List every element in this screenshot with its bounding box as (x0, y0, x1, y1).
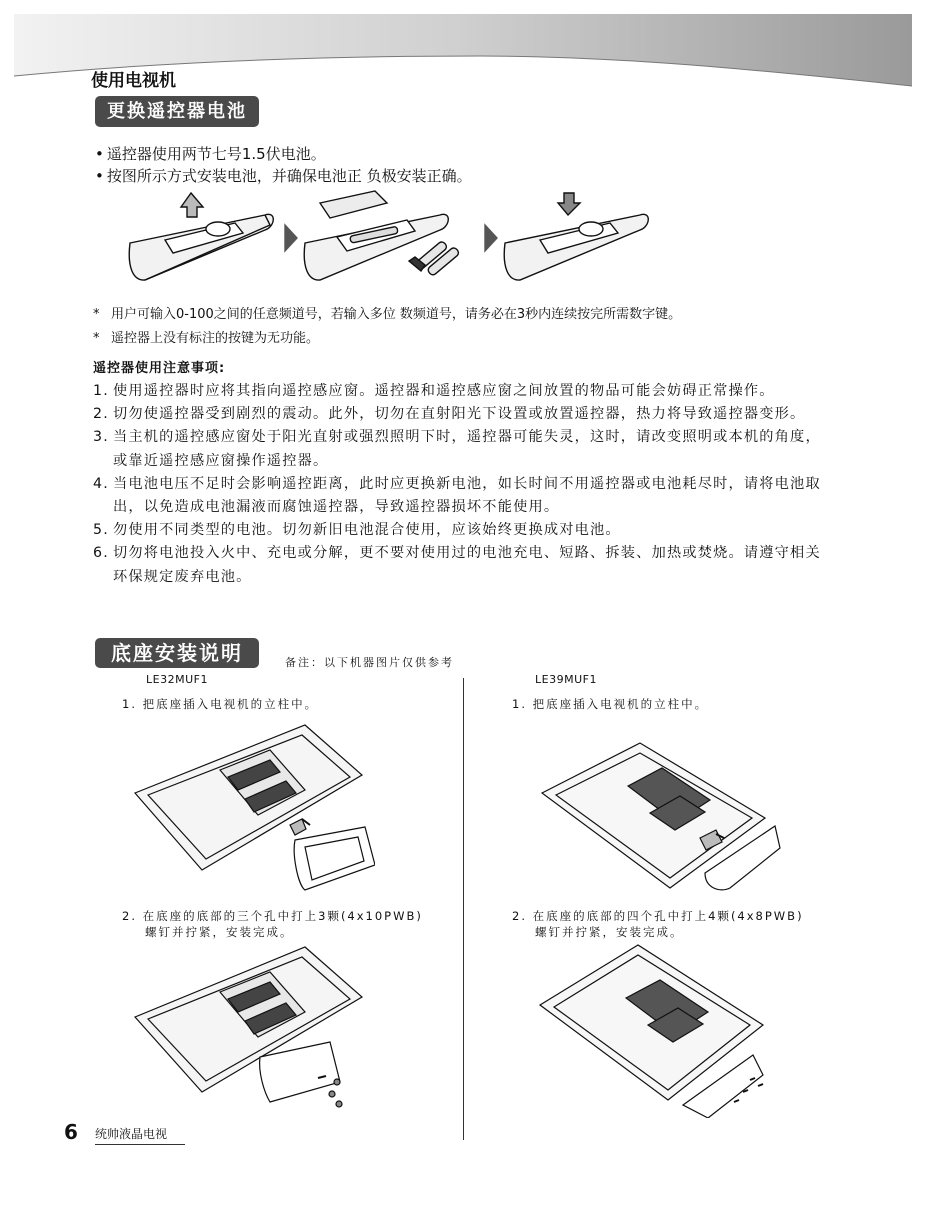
note-unlabeled-keys: * 遥控器上没有标注的按键为无功能。 (93, 331, 320, 346)
list-item: 3. 当主机的遥控感应窗处于阳光直射或强烈照明下时，遥控器可能失灵，这时，请改变照明或本机的角度，或靠近遥控感应窗操作遥控器。 (93, 429, 821, 469)
list-item: 4. 当电池电压不足时会影响遥控距离，此时应更换新电池，如长时间不用遥控器或电池耗尽时，请将电池取出，以免造成电池漏液而腐蚀遥控器，导致遥控器损坏不能使用。 (93, 475, 821, 516)
model-right: LE39MUF1 (535, 673, 597, 686)
page-title: 使用电视机 (91, 71, 176, 91)
model-left: LE32MUF1 (146, 673, 208, 686)
column-divider (463, 678, 464, 1140)
step2-right-line1: 2. 在底座的底部的四个孔中打上4颗(4x8PWB) (512, 909, 804, 923)
tv-base-step1-right-illustration (540, 738, 785, 903)
note-channel-input: * 用户可输入0-100之间的任意频道号，若输入多位 数频道号，请务必在3秒内连续按完所需数字键。 (93, 307, 682, 322)
page-number: 6 (64, 1120, 78, 1144)
bullet-battery-install: • 按图所示方式安装电池，并确保电池正 负极安装正确。 (95, 165, 472, 186)
reference-memo: 备注：以下机器图片仅供参考 (285, 656, 454, 669)
section-title-remote: 更换遥控器电池 (95, 96, 259, 127)
footer-brand: 统帅液晶电视 (95, 1125, 185, 1145)
bullet-battery-type: • 遥控器使用两节七号1.5伏电池。 (95, 143, 326, 164)
tv-base-step2-right-illustration (538, 940, 783, 1118)
list-item: 5. 勿使用不同类型的电池。切勿新旧电池混合使用，应该始终更换成对电池。 (93, 522, 621, 539)
step2-left-line2: 螺钉并拧紧，安装完成。 (145, 925, 294, 939)
tv-base-step1-left-illustration (130, 715, 375, 900)
tv-base-step2-left-illustration (130, 942, 375, 1117)
step2-right-line2: 螺钉并拧紧，安装完成。 (535, 925, 684, 939)
step2-left-line1: 2. 在底座的底部的三个孔中打上3颗(4x10PWB) (122, 909, 423, 923)
step1-left: 1. 把底座插入电视机的立柱中。 (122, 697, 319, 711)
precautions-list (93, 380, 833, 589)
list-item: 6. 切勿将电池投入火中、充电或分解，更不要对使用过的电池充电、短路、拆装、加热或焚烧。请遵守相关环保规定废弃电池。 (93, 545, 821, 585)
precautions-heading: 遥控器使用注意事项: (93, 361, 226, 376)
list-item: 1. 使用遥控器时应将其指向遥控感应窗。遥控器和遥控感应窗之间放置的物品可能会妨碍正常操作。 (93, 383, 775, 399)
remote-battery-illustration (125, 185, 660, 290)
step1-right: 1. 把底座插入电视机的立柱中。 (512, 697, 709, 711)
list-item: 2. 切勿使遥控器受到剧烈的震动。此外，切勿在直射阳光下设置或放置遥控器，热力将导致遥控器变形。 (93, 406, 806, 423)
section-title-base: 底座安装说明 (95, 638, 259, 668)
